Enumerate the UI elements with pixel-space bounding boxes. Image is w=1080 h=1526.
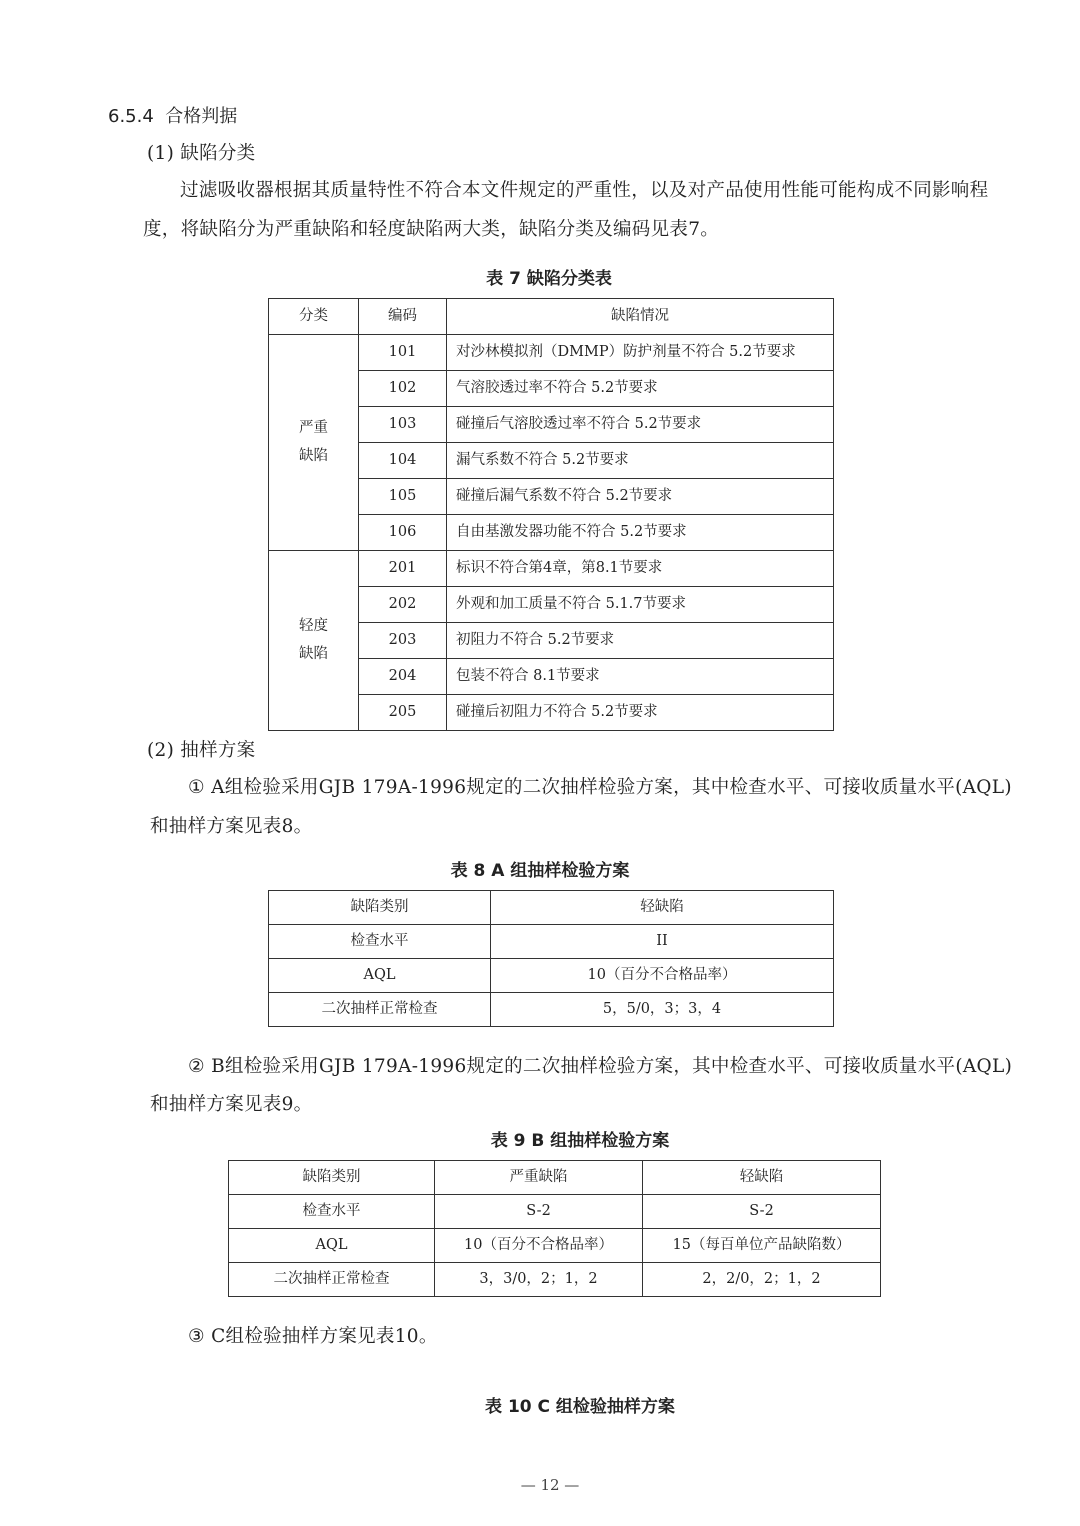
code-cell: 106 — [359, 515, 447, 551]
table-cell: AQL — [269, 959, 491, 993]
description-cell: 外观和加工质量不符合 5.1.7节要求 — [447, 587, 834, 623]
table8-caption: 表 8 A 组抽样检验方案 — [450, 861, 630, 881]
table-cell: 3，3/0，2；1，2 — [435, 1263, 643, 1297]
table-header-cell: 分类 — [269, 299, 359, 335]
table-cell: 轻缺陷 — [491, 891, 834, 925]
code-cell: 201 — [359, 551, 447, 587]
table-row — [229, 1263, 881, 1297]
table-row — [269, 925, 834, 959]
description-cell: 初阻力不符合 5.2节要求 — [447, 623, 834, 659]
planC-line1: ③ C组检验抽样方案见表10。 — [188, 1326, 438, 1347]
table-row — [229, 1161, 881, 1195]
table-cell: 10（百分不合格品率） — [491, 959, 834, 993]
table-cell: 轻缺陷 — [643, 1161, 881, 1195]
code-cell: 101 — [359, 335, 447, 371]
table-cell: 15（每百单位产品缺陷数） — [643, 1229, 881, 1263]
planA-line2: 和抽样方案见表8。 — [150, 816, 313, 837]
table-row — [269, 993, 834, 1027]
table-cell: 缺陷类别 — [229, 1161, 435, 1195]
section-heading — [108, 102, 237, 128]
group-a-sampling-table — [268, 890, 834, 1027]
description-cell: 漏气系数不符合 5.2节要求 — [447, 443, 834, 479]
table-row — [269, 891, 834, 925]
code-cell: 202 — [359, 587, 447, 623]
table-cell: 10（百分不合格品率） — [435, 1229, 643, 1263]
table-cell: 5，5/0，3；3，4 — [491, 993, 834, 1027]
table10-caption: 表 10 C 组检验抽样方案 — [485, 1397, 675, 1417]
defect-classification-table — [268, 298, 834, 731]
description-cell: 碰撞后漏气系数不符合 5.2节要求 — [447, 479, 834, 515]
category-cell: 严重 缺陷 — [269, 335, 359, 551]
code-cell: 205 — [359, 695, 447, 731]
table-cell: 检查水平 — [229, 1195, 435, 1229]
group-b-sampling-table — [228, 1160, 881, 1297]
table-cell: 严重缺陷 — [435, 1161, 643, 1195]
description-cell: 对沙林模拟剂（DMMP）防护剂量不符合 5.2节要求 — [447, 335, 834, 371]
planB-line2: 和抽样方案见表9。 — [150, 1094, 313, 1115]
code-cell: 103 — [359, 407, 447, 443]
table-row — [229, 1229, 881, 1263]
planA-line1: ① A组检验采用GJB 179A-1996规定的二次抽样检验方案，其中检查水平、可接收质量水平(AQL) — [188, 777, 1012, 798]
table-header-cell: 缺陷情况 — [447, 299, 834, 335]
table-cell: AQL — [229, 1229, 435, 1263]
section-title: 合格判据 — [165, 106, 238, 127]
description-cell: 标识不符合第4章，第8.1节要求 — [447, 551, 834, 587]
code-cell: 105 — [359, 479, 447, 515]
section-number: 6.5.4 — [108, 106, 154, 127]
description-cell: 包装不符合 8.1节要求 — [447, 659, 834, 695]
table-row — [269, 335, 834, 371]
description-cell: 碰撞后气溶胶透过率不符合 5.2节要求 — [447, 407, 834, 443]
table-row — [269, 551, 834, 587]
table-cell: S-2 — [435, 1195, 643, 1229]
table-row — [229, 1195, 881, 1229]
intro-line1: 过滤吸收器根据其质量特性不符合本文件规定的严重性，以及对产品使用性能可能构成不同影响程 — [180, 180, 989, 201]
planB-line1: ② B组检验采用GJB 179A-1996规定的二次抽样检验方案，其中检查水平、可接收质量水平(AQL) — [188, 1056, 1013, 1077]
item1-heading: (1) 缺陷分类 — [147, 143, 256, 164]
table-header-row — [269, 299, 834, 335]
page-number: — 12 — — [520, 1476, 580, 1494]
code-cell: 102 — [359, 371, 447, 407]
table-row — [269, 959, 834, 993]
table-header-cell: 编码 — [359, 299, 447, 335]
description-cell: 气溶胶透过率不符合 5.2节要求 — [447, 371, 834, 407]
code-cell: 104 — [359, 443, 447, 479]
item2-heading: (2) 抽样方案 — [147, 740, 256, 761]
table-cell: S-2 — [643, 1195, 881, 1229]
table-cell: 二次抽样正常检查 — [269, 993, 491, 1027]
table-cell: II — [491, 925, 834, 959]
code-cell: 203 — [359, 623, 447, 659]
category-cell: 轻度 缺陷 — [269, 551, 359, 731]
table-cell: 检查水平 — [269, 925, 491, 959]
table-cell: 缺陷类别 — [269, 891, 491, 925]
table-cell: 二次抽样正常检查 — [229, 1263, 435, 1297]
table-cell: 2，2/0，2；1，2 — [643, 1263, 881, 1297]
intro-line2: 度，将缺陷分为严重缺陷和轻度缺陷两大类，缺陷分类及编码见表7。 — [143, 219, 720, 240]
description-cell: 自由基激发器功能不符合 5.2节要求 — [447, 515, 834, 551]
table7-caption: 表 7 缺陷分类表 — [486, 269, 612, 289]
description-cell: 碰撞后初阻力不符合 5.2节要求 — [447, 695, 834, 731]
code-cell: 204 — [359, 659, 447, 695]
table9-caption: 表 9 B 组抽样检验方案 — [490, 1131, 670, 1151]
